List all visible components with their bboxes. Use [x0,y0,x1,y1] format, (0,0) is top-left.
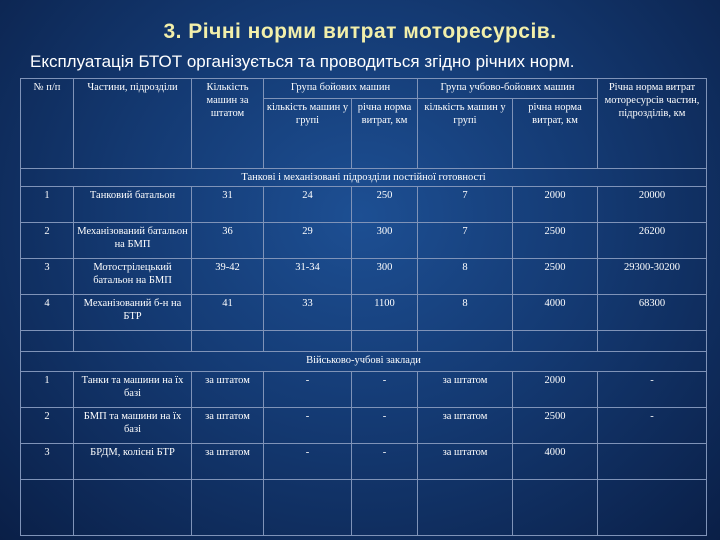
row-training-norm: 2500 [513,259,598,295]
row-count: за штатом [192,408,264,444]
filler-row [21,480,707,536]
spacer-row [21,331,707,352]
header-row [21,79,707,99]
row-training-norm: 2500 [513,408,598,444]
row-combat-count: 33 [264,295,352,331]
section-title-schools: Військово-учбові заклади [21,352,707,372]
row-unit: Мотострілецький батальон на БМП [74,259,192,295]
row-total: 29300-30200 [598,259,707,295]
row-combat-count: - [264,408,352,444]
row-num: 3 [21,259,74,295]
row-combat-norm: 250 [352,187,418,223]
header-training-norm: річна норма витрат, км [513,99,598,169]
section-header-row [21,352,707,372]
header-training-group: Група учбово-бойових машин [418,79,598,99]
row-combat-norm: - [352,408,418,444]
row-training-norm: 2000 [513,187,598,223]
table-row [21,295,707,331]
row-num: 1 [21,372,74,408]
row-unit: Механізований батальон на БМП [74,223,192,259]
row-training-count: за штатом [418,444,513,480]
row-unit: Танки та машини на їх базі [74,372,192,408]
header-combat-count: кількість машин у групі [264,99,352,169]
header-num: № п/п [21,79,74,169]
row-training-norm: 2000 [513,372,598,408]
header-combat-norm: річна норма витрат, км [352,99,418,169]
table-row [21,223,707,259]
row-combat-norm: - [352,372,418,408]
row-total [598,444,707,480]
row-unit: Механізований б-н на БТР [74,295,192,331]
slide-subtitle: Експлуатація БТОТ організується та проводиться згідно річних норм. [30,52,575,71]
row-num: 2 [21,223,74,259]
header-annual-total: Річна норма витрат моторесурсів частин, підрозділів, км [598,79,707,169]
header-units: Частини, підрозділи [74,79,192,169]
table-row [21,187,707,223]
row-num: 2 [21,408,74,444]
row-num: 1 [21,187,74,223]
section-header-row [21,169,707,187]
row-unit: БМП та машини на їх базі [74,408,192,444]
row-combat-norm: 300 [352,223,418,259]
row-combat-count: 31-34 [264,259,352,295]
row-count: 31 [192,187,264,223]
row-combat-norm: 300 [352,259,418,295]
row-training-count: 8 [418,259,513,295]
row-total: - [598,408,707,444]
header-training-count: кількість машин у групі [418,99,513,169]
row-training-count: 7 [418,187,513,223]
row-combat-norm: 1100 [352,295,418,331]
table-row [21,372,707,408]
row-count: за штатом [192,444,264,480]
table-row [21,444,707,480]
row-unit: БРДМ, колісні БТР [74,444,192,480]
row-total: 68300 [598,295,707,331]
row-total: - [598,372,707,408]
row-count: за штатом [192,372,264,408]
table-row [21,259,707,295]
row-combat-count: 24 [264,187,352,223]
row-count: 41 [192,295,264,331]
row-training-norm: 2500 [513,223,598,259]
row-training-count: 8 [418,295,513,331]
row-num: 3 [21,444,74,480]
row-training-norm: 4000 [513,444,598,480]
slide-title: 3. Річні норми витрат моторесурсів. [163,20,557,43]
row-total: 20000 [598,187,707,223]
motor-resource-norms-table [20,78,707,536]
row-total: 26200 [598,223,707,259]
row-training-count: 7 [418,223,513,259]
row-training-norm: 4000 [513,295,598,331]
row-count: 36 [192,223,264,259]
row-unit: Танковий батальон [74,187,192,223]
row-training-count: за штатом [418,408,513,444]
row-combat-norm: - [352,444,418,480]
row-combat-count: - [264,444,352,480]
header-combat-group: Група бойових машин [264,79,418,99]
header-count: Кількість машин за штатом [192,79,264,169]
section-title-readiness: Танкові і механізовані підрозділи постійної готовності [21,169,707,187]
row-combat-count: 29 [264,223,352,259]
row-training-count: за штатом [418,372,513,408]
table-row [21,408,707,444]
row-num: 4 [21,295,74,331]
row-count: 39-42 [192,259,264,295]
row-combat-count: - [264,372,352,408]
